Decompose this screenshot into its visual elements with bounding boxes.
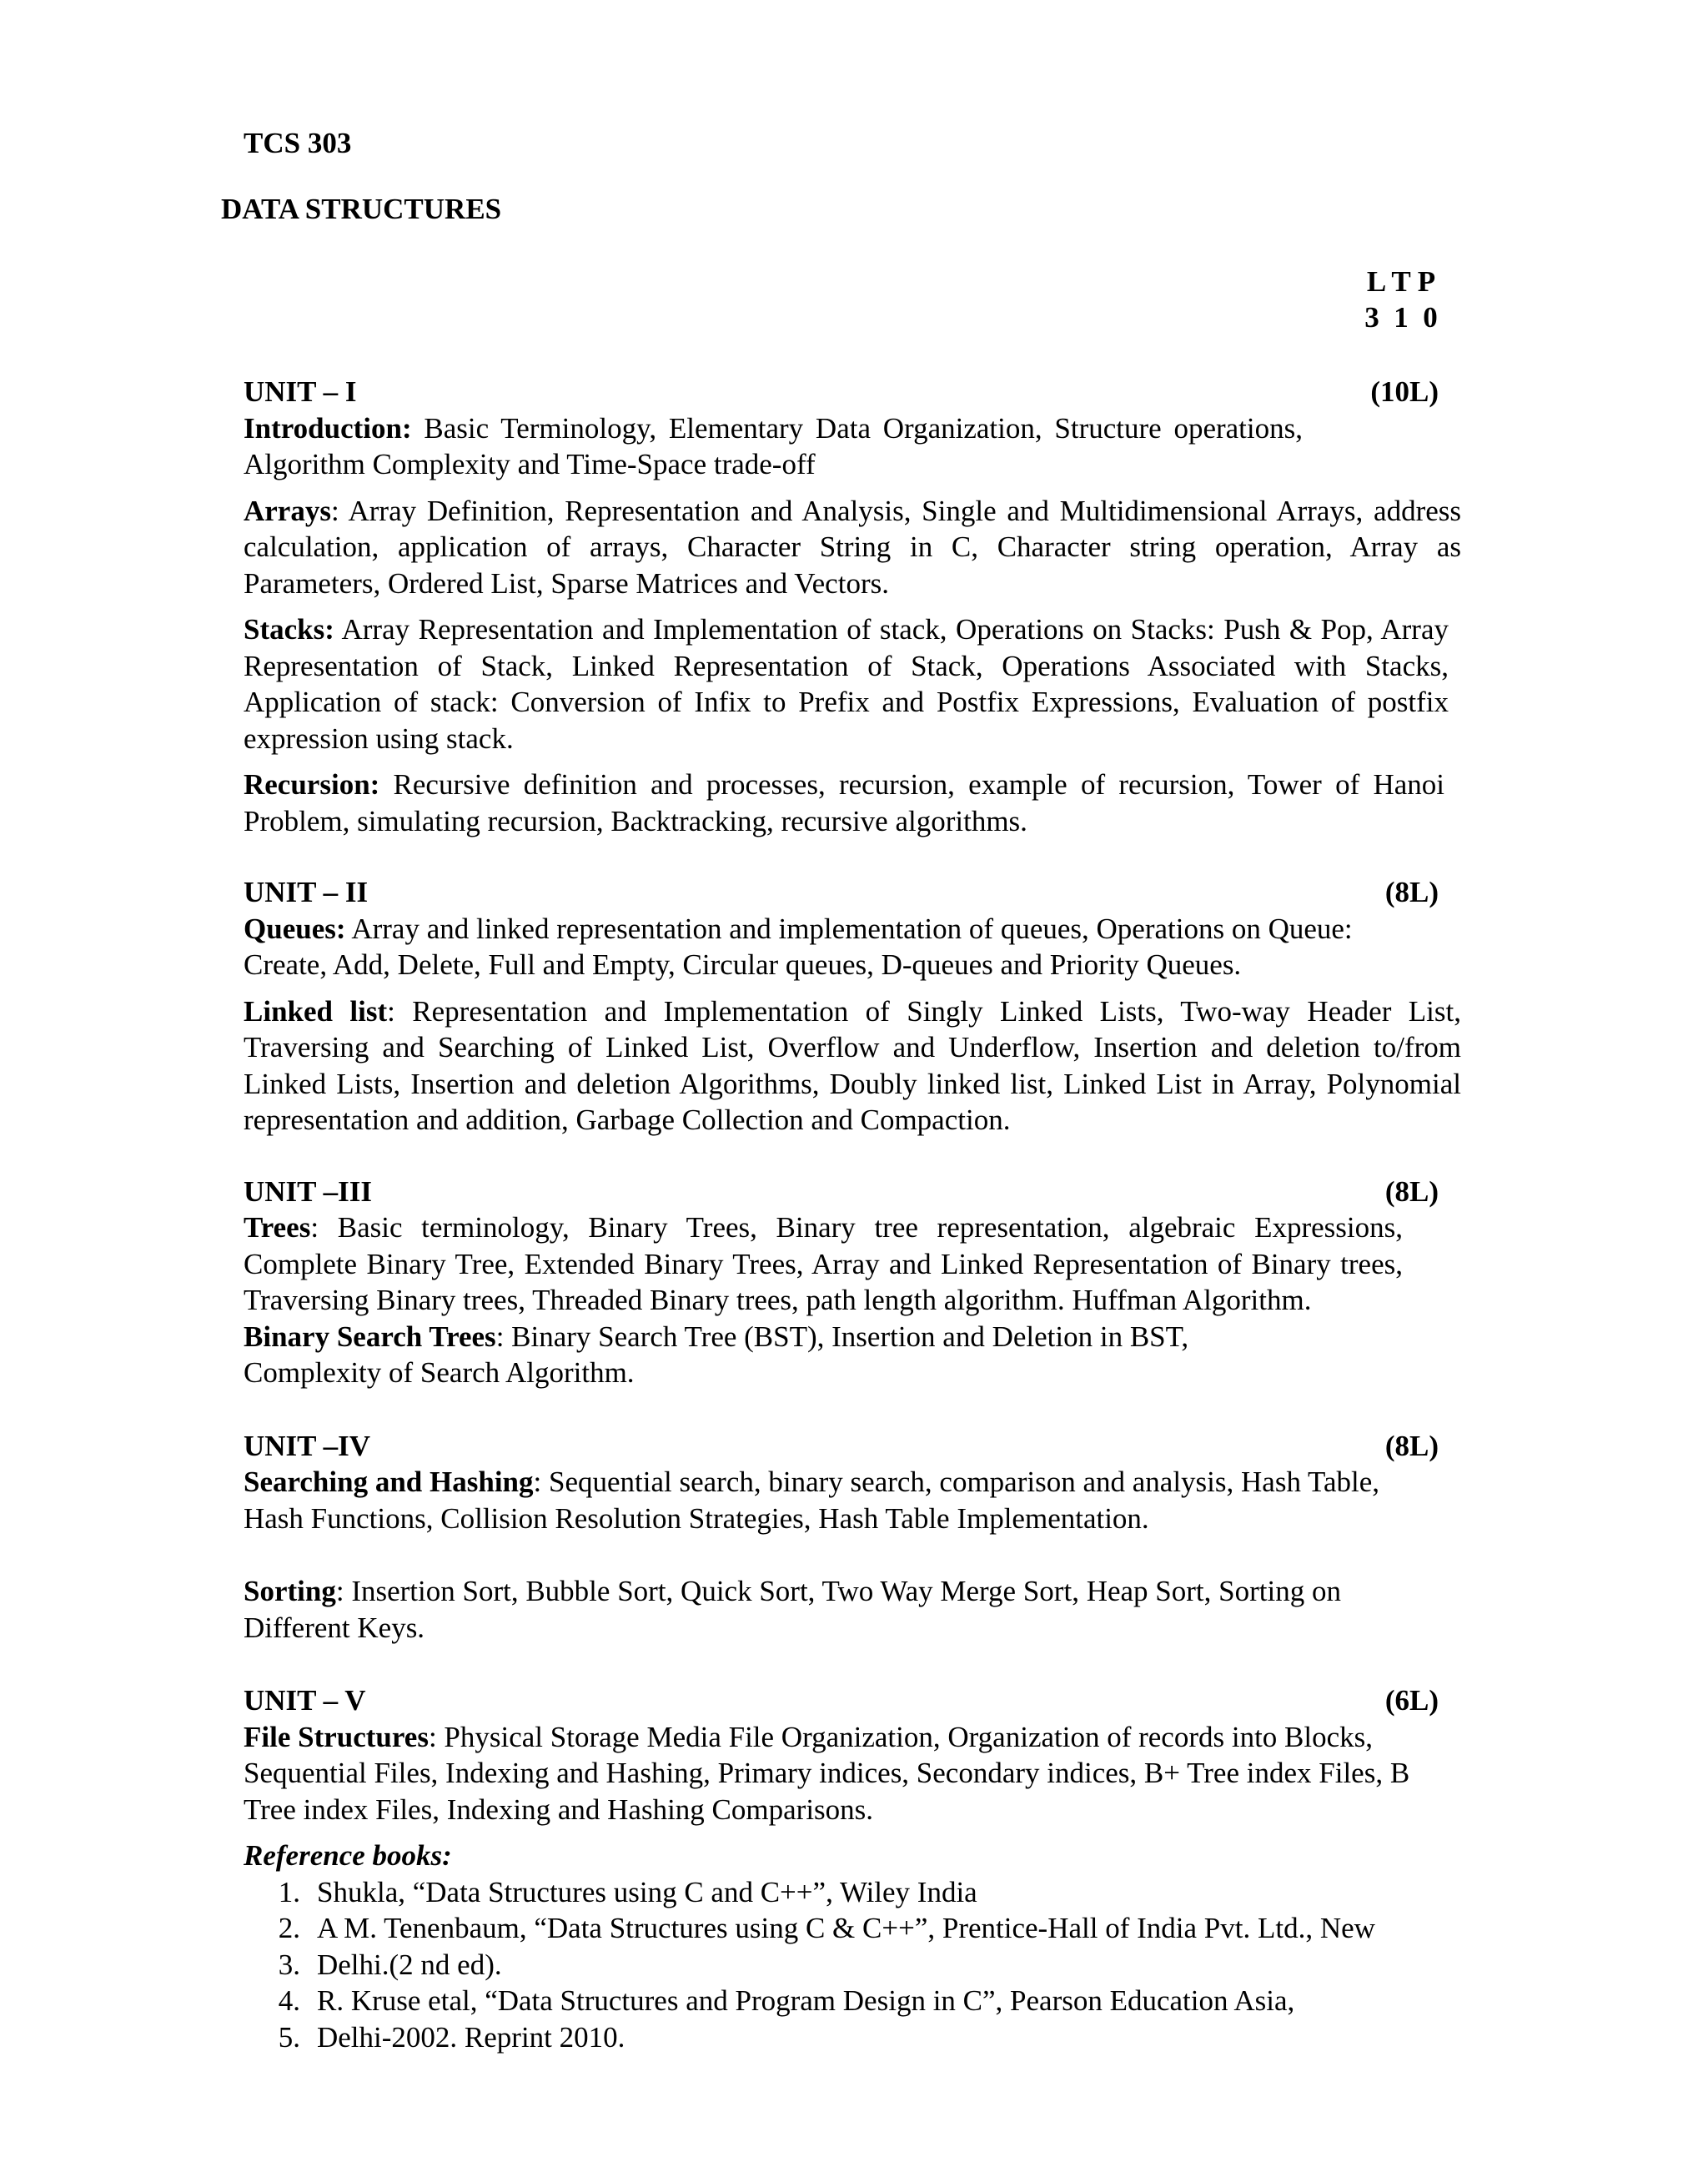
topic-heading: Queues:: [244, 912, 346, 945]
ltp-block: [1351, 264, 1451, 335]
list-item: [244, 1947, 1461, 1984]
topic-text: : Array Definition, Representation and Analysis, Single and Multidimensional Arrays, address calculation, application of arrays, Character String in C, Character string operation, Array as Parameters, Ordered List, Sparse Matrices and Vectors.: [244, 494, 1461, 600]
topic-heading: Trees: [244, 1211, 311, 1244]
unit-title: UNIT – I: [244, 375, 357, 408]
ltp-values: 3 1 0: [1364, 301, 1438, 334]
ltp-header: L T P: [1366, 265, 1436, 298]
unit-hours: (8L): [1384, 1429, 1439, 1462]
reference-list: [244, 1874, 1461, 2056]
topic-paragraph: [244, 1719, 1444, 1828]
list-item: [244, 1910, 1461, 1947]
unit-title: UNIT –IV: [244, 1429, 371, 1462]
topic-paragraph: [244, 1209, 1403, 1319]
unit-hours: (8L): [1384, 1174, 1439, 1208]
unit-title: UNIT – II: [244, 876, 369, 908]
list-number: 1.: [278, 1875, 300, 1908]
topic-paragraph: [244, 1573, 1453, 1646]
topic-paragraph: [244, 767, 1444, 839]
list-item: [244, 1874, 1461, 1911]
unit-5: [244, 1682, 1461, 1828]
topic-heading: Recursion:: [244, 768, 380, 801]
list-number: 5.: [278, 2020, 300, 2054]
references-title: Reference books:: [244, 1839, 452, 1872]
topic-paragraph: [244, 1319, 1328, 1391]
topic-paragraph: [244, 911, 1428, 983]
course-code: TCS 303: [244, 127, 352, 159]
topic-text: : Basic terminology, Binary Trees, Binary tree representation, algebraic Expressions, Complete Binary Tree, Extended Binary Trees, Array and Linked Representation of Binary trees, Traversing Binary trees, Threaded Binary trees, path length algorithm. Huffman Algorithm.: [244, 1211, 1403, 1316]
unit-2: [244, 874, 1461, 1139]
topic-text: : Sequential search, binary search, comparison and analysis, Hash Table, Hash Functions, Collision Resolution Strategies, Hash Table Implementation.: [244, 1466, 1380, 1535]
unit-1: [244, 374, 1461, 839]
course-title: DATA STRUCTURES: [221, 193, 502, 225]
reference-text: Delhi-2002. Reprint 2010.: [317, 2020, 625, 2054]
topic-paragraph: [244, 410, 1303, 483]
topic-text: : Insertion Sort, Bubble Sort, Quick Sort, Two Way Merge Sort, Heap Sort, Sorting on Different Keys.: [244, 1575, 1341, 1644]
topic-text: : Binary Search Tree (BST), Insertion and Deletion in BST, Complexity of Search Algorithm.: [244, 1320, 1189, 1389]
topic-heading: Linked list: [244, 994, 388, 1028]
unit-header: [244, 1682, 1439, 1719]
reference-text: Delhi.(2 nd ed).: [317, 1948, 502, 1981]
reference-text: Shukla, “Data Structures using C and C++”, Wiley India: [317, 1875, 977, 1908]
unit-title: UNIT – V: [244, 1684, 366, 1717]
topic-heading: File Structures: [244, 1720, 429, 1753]
unit-hours: (6L): [1384, 1684, 1439, 1717]
unit-hours: (8L): [1384, 876, 1439, 908]
topic-text: : Representation and Implementation of Singly Linked Lists, Two-way Header List, Traversing and Searching of Linked List, Overflow and Underflow, Insertion and deletion to/from Linked Lists, Insertion and deletion Algorithms, Doubly linked list, Linked List in Array, Polynomial representation and addition, Garbage Collection and Compaction.: [244, 994, 1461, 1136]
topic-heading: Searching and Hashing: [244, 1466, 534, 1498]
topic-heading: Sorting: [244, 1575, 336, 1607]
topic-text: : Physical Storage Media File Organization, Organization of records into Blocks, Sequential Files, Indexing and Hashing, Primary indices, Secondary indices, B+ Tree index Files, B Tree index Files, Indexing and Hashing Comparisons.: [244, 1720, 1410, 1826]
topic-text: Basic Terminology, Elementary Data Organization, Structure operations, Algorithm Complexity and Time-Space trade-off: [244, 411, 1303, 480]
reference-text: R. Kruse etal, “Data Structures and Program Design in C”, Pearson Education Asia,: [317, 1984, 1295, 2017]
reference-books: [244, 1838, 1461, 2055]
syllabus-content: [244, 374, 1461, 2055]
list-number: 2.: [278, 1912, 300, 1944]
unit-title: UNIT –III: [244, 1174, 372, 1208]
list-item: [244, 1983, 1461, 2019]
list-number: 3.: [278, 1948, 300, 1981]
topic-paragraph: [244, 993, 1461, 1139]
reference-text: A M. Tenenbaum, “Data Structures using C & C++”, Prentice-Hall of India Pvt. Ltd., New: [317, 1912, 1375, 1944]
topic-text: Recursive definition and processes, recursion, example of recursion, Tower of Hanoi Problem, simulating recursion, Backtracking, recursive algorithms.: [244, 768, 1444, 837]
topic-heading: Introduction:: [244, 411, 412, 445]
unit-hours: (10L): [1370, 375, 1439, 408]
topic-paragraph: [244, 493, 1461, 602]
topic-heading: Arrays: [244, 494, 331, 527]
topic-paragraph: [244, 611, 1449, 757]
topic-text: Array and linked representation and implementation of queues, Operations on Queue: Create, Add, Delete, Full and Empty, Circular queues, D-queues and Priority Queues.: [244, 912, 1353, 981]
unit-header: [244, 1428, 1439, 1465]
topic-heading: Binary Search Trees: [244, 1320, 496, 1353]
topic-heading: Stacks:: [244, 613, 334, 646]
unit-header: [244, 874, 1439, 911]
unit-header: [244, 1174, 1439, 1210]
unit-3: [244, 1174, 1461, 1391]
list-number: 4.: [278, 1984, 300, 2017]
unit-4: [244, 1428, 1461, 1647]
topic-text: Array Representation and Implementation of stack, Operations on Stacks: Push & Pop, Array Representation of Stack, Linked Representation of Stack, Operations Associated with Stacks, Application of stack: Conversion of Infix to Prefix and Postfix Expressions, Evaluation of postfix expression using stack.: [244, 613, 1449, 755]
unit-header: [244, 374, 1439, 410]
topic-paragraph: [244, 1464, 1411, 1536]
list-item: [244, 2019, 1461, 2056]
